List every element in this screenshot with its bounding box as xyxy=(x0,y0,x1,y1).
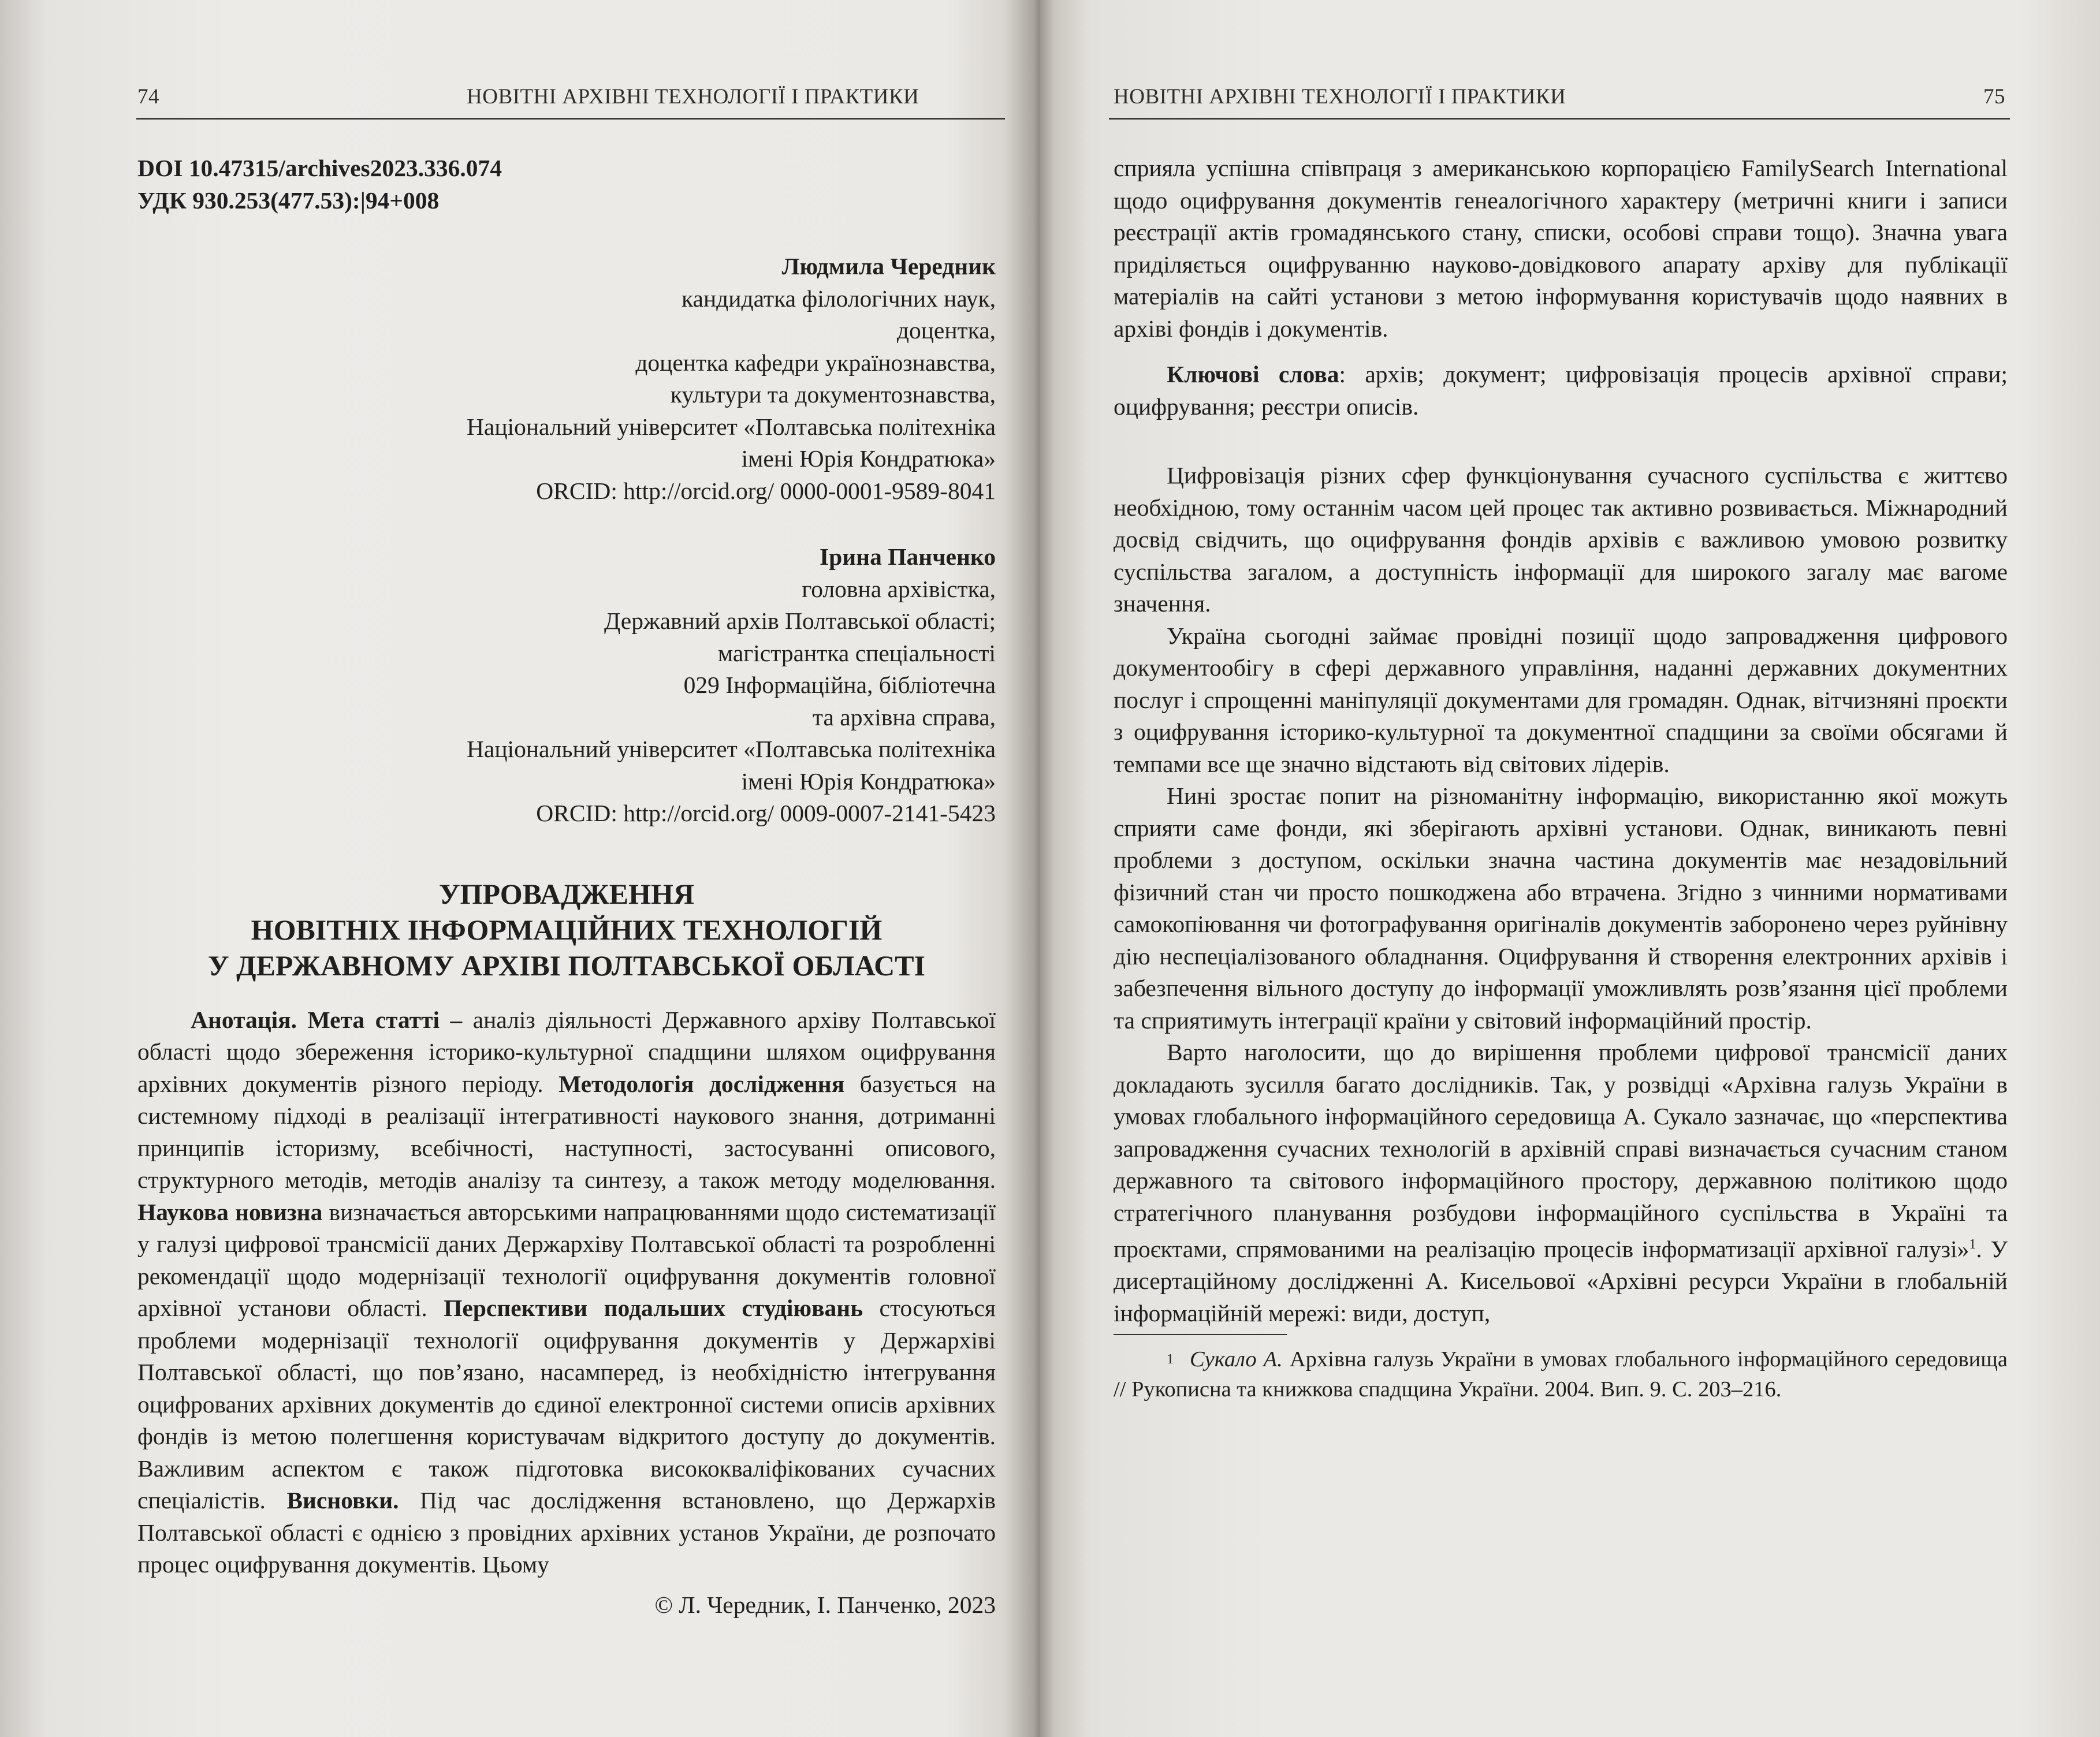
abstract-label: Методологія дослідження xyxy=(558,1070,845,1097)
page-number: 74 xyxy=(137,85,159,109)
right-page xyxy=(1040,0,2100,1737)
title-line: НОВІТНІХ ІНФОРМАЦІЙНИХ ТЕХНОЛОГІЙ xyxy=(251,913,883,946)
author-affiliation: імені Юрія Кондратюка» xyxy=(741,767,996,795)
body-paragraph: Україна сьогодні займає провідні позиції щодо запровадження цифрового документообігу в сфері державного управління, наданні державних документних послуг і спрощенні маніпуляції документами для громадян. Однак, вітчизняні проєкти з оцифрування історико-культурної та документної спадщини за своїми обсягами й темпами все ще значно відстають від світових лідерів. xyxy=(1114,622,2008,777)
abstract-text: Під час дослідження встановлено, що Держархів Полтавської області є однією з провідних архівних установ України, де розпочато процес оцифрування документів. Цьому xyxy=(137,1487,996,1578)
abstract-continuation: сприяла успішна співпраця з американською корпорацією FamilySearch International щодо оцифрування документів генеалогічного характеру (метричні книги і записи реєстрації актів громадянського стану, списки, особові справи тощо). Значна увага приділяється оцифруванню науково-довідкового апарату архіву для публікації матеріалів на сайті установи з метою інформування користувачів щодо наявних в архіві фондів і документів. xyxy=(1114,155,2008,342)
page-number: 75 xyxy=(1983,85,2005,109)
keywords xyxy=(1114,359,2008,423)
abstract-label: Наукова новизна xyxy=(137,1198,323,1225)
body-paragraph: Цифровізація різних сфер функціонування сучасного суспільства є життєво необхідною, тому останнім часом цей процес так активно розвивається. Міжнародний досвід свідчить, що оцифрування фондів архівів є важливою умовою розвитку суспільства загалом, а доступність інформації для широкого загалу має вагоме значення. xyxy=(1114,462,2008,617)
author-name: Ірина Панченко xyxy=(820,543,996,570)
author-affiliation: Національний університет «Полтавська політехніка xyxy=(466,736,996,762)
title-line: У ДЕРЖАВНОМУ АРХІВІ ПОЛТАВСЬКОЇ ОБЛАСТІ xyxy=(207,949,926,982)
udc: УДК 930.253(477.53):|94+008 xyxy=(137,187,440,214)
body-paragraph: Нині зростає попит на різноманітну інформацію, використанню якої можуть сприяти саме фонди, які зберігають архівні установи. Однак, виникають певні проблеми з доступом, оскільки значна частина документів має незадовільний фізичний стан чи просто пошкоджена або втрачена. Згідно з чинними нормативами самокопіювання чи фотографування оригіналів документів заборонено через руйнівну дію неспеціалізованого обладнання. Оцифрування й створення електронних архівів і забезпечення вільного доступу до інформації уможливлять розв’язання цієї проблеми та сприятимуть інтеграції країни у світовий інформаційний простір. xyxy=(1114,782,2008,1034)
author-affiliation: імені Юрія Кондратюка» xyxy=(741,445,996,472)
abstract-label: Анотація. Мета статті – xyxy=(191,1006,463,1033)
running-head: НОВІТНІ АРХІВНІ ТЕХНОЛОГІЇ І ПРАКТИКИ xyxy=(467,85,919,109)
author-affiliation: та архівна справа, xyxy=(812,703,996,730)
footnote-text: Архівна галузь України в умовах глобального інформаційного середовища // Рукописна та книжкова спадщина України. 2004. Вип. 9. С. 203–216. xyxy=(1114,1347,2008,1402)
author-affiliation: магістрантка спеціальності xyxy=(717,639,996,666)
author-orcid: ORCID: http://orcid.org/ 0000-0001-9589-8041 xyxy=(536,477,996,504)
footnote-reference[interactable]: 1 xyxy=(1969,1237,1976,1252)
article-title xyxy=(137,876,996,983)
author-block-2 xyxy=(137,541,996,830)
doi: DOI 10.47315/archives2023.336.074 xyxy=(137,155,502,181)
author-affiliation: Державний архів Полтавської області; xyxy=(604,607,996,634)
abstract-text: стосуються проблеми модернізації технології оцифрування документів у Держархіві Полтавської області, що пов’язано, насамперед, із необхідністю інтегрування оцифрованих архівних документів до єдиної електронної системи описів архівних фондів із метою полегшення користувачам відкритого доступу до документів. Важливим аспектом є також підготовка висококваліфікованих сучасних спеціалістів. xyxy=(137,1295,996,1514)
footnote xyxy=(1114,1344,2008,1404)
left-column xyxy=(137,152,996,1621)
abstract-label: Перспективи подальших студіювань xyxy=(444,1295,863,1321)
keywords-text: : архів; документ; цифровізація процесів архівної справи; оцифрування; реєстри описів. xyxy=(1114,361,2008,420)
header-rule xyxy=(1109,118,2010,120)
abstract-text: базується на системному підході в реалізації інтегративності наукового знання, дотриманні принципів історизму, всебічності, наступності, застосуванні описового, структурного методів, методів аналізу та синтезу, а також методу моделювання. xyxy=(137,1070,996,1193)
keywords-label: Ключові слова xyxy=(1167,361,1339,387)
footnote-number: 1 xyxy=(1167,1352,1174,1367)
abstract-text: аналіз діяльності Державного архіву Полтавської області щодо збереження історико-культурної спадщини шляхом оцифрування архівних документів різного періоду. xyxy=(137,1006,996,1097)
author-affiliation: кандидатка філологічних наук, xyxy=(682,285,996,312)
body-paragraph: Варто наголосити, що до вирішення проблеми цифрової трансмісії даних докладають зусилля багато дослідників. Так, у розвідці «Архівна галузь України в умовах глобального інформаційного середовища А. Сукало зазначає, що «перспектива запровадження сучасних технологій в архівній справі визначається сучасним станом державного та світового інформаційного простору, державною політикою щодо стратегічного планування розбудови інформаційного суспільства в Україні та проєктами, спрямованими на реалізацію процесів інформатизації архівної галузі»$^1$. У дисертаційному дослідженні А. Кисельової «Архівні ресурси України в глобальній інформаційній мережі: види, доступ, xyxy=(1114,1039,2008,1326)
left-page xyxy=(0,0,1040,1737)
header-rule xyxy=(136,118,1005,120)
author-affiliation: доцентка кафедри українознавства, xyxy=(635,349,996,376)
footnote-author: Сукало А. xyxy=(1190,1347,1283,1372)
abstract xyxy=(137,1004,996,1581)
abstract-text: визначається авторськими напрацюваннями щодо систематизації у галузі цифрової трансмісії даних Держархіву Полтавської області та розробленні рекомендації щодо модернізації технології оцифрування документів головної архівної установи області. xyxy=(137,1198,996,1321)
author-affiliation: Національний університет «Полтавська політехніка xyxy=(466,413,996,440)
author-affiliation: головна архівістка, xyxy=(802,575,996,602)
author-block-1 xyxy=(137,251,996,507)
footnote-rule xyxy=(1114,1334,1287,1335)
author-affiliation: доцентка, xyxy=(896,317,996,344)
author-name: Людмила Чередник xyxy=(781,253,996,279)
author-affiliation: культури та документознавства, xyxy=(670,381,996,408)
title-line: УПРОВАДЖЕННЯ xyxy=(438,877,695,910)
author-orcid: ORCID: http://orcid.org/ 0009-0007-2141-5423 xyxy=(536,800,996,826)
copyright: © Л. Чередник, І. Панченко, 2023 xyxy=(654,1591,996,1618)
abstract-label: Висновки. xyxy=(286,1487,399,1514)
running-head: НОВІТНІ АРХІВНІ ТЕХНОЛОГІЇ І ПРАКТИКИ xyxy=(1114,85,1566,109)
author-affiliation: 029 Інформаційна, бібліотечна xyxy=(683,672,996,698)
right-column xyxy=(1114,152,2008,1404)
